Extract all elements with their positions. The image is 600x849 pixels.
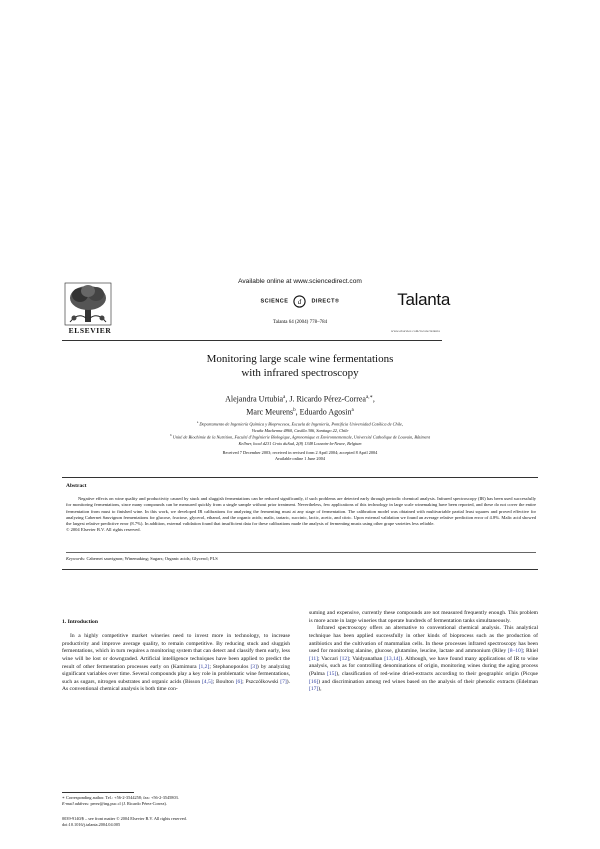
- author-name: Eduardo Agosin: [299, 407, 352, 417]
- journal-title: Talanta: [397, 290, 450, 309]
- abstract-copyright: © 2004 Elsevier B.V. All rights reserved.: [66, 527, 141, 533]
- sciencedirect-left-text: SCIENCE: [260, 298, 289, 305]
- abstract-paragraph: Negative effects on wine quality and productivity caused by stuck and sluggish fermentations can be reduced significantly, if such problems are detected early through periodic chemical analysis. Infrared spectroscopy (IR) has been used successfully for monitoring fermentations, since many compounds can be measured quickly from a single sample without prior treatment. Nevertheless, few applications of this technology in large scale winemaking have been reported, and these do not cover the entire fermentation from must to finished wine. In this work, we developed IR calibrations for analyzing the fermenting must at any stage of fermentation. The calibration model was obtained with multivariable partial least squares and proved effective for analyzing Cabernet Sauvignon fermentations for glucose, fructose, glycerol, ethanol, and the organic acids; malic, tartaric, succinic, lactic, acetic, and citric. Upon external validation we found an average relative prediction error of 4.8%. Malic acid showed the largest relative predictive error (8.7%). In addition, external validation found that insufficient data for these calibrations made the analysis of fermenting musts using other grape varieties less reliable.: [66, 496, 536, 527]
- header-divider: [62, 340, 442, 341]
- abstract-bottom-rule: [62, 569, 538, 570]
- abstract-heading: Abstract: [66, 483, 87, 489]
- text-run: ; Pszczólkowski: [242, 678, 281, 685]
- corresponding-author-note: ∗ Corresponding author. Tel.: +56-2-3544258; fax: +56-2-3545803.: [62, 795, 179, 800]
- left-column: [62, 633, 290, 694]
- affiliation-line: Unité de Biochimie de la Nutrition, Faculté d’Ingénierie Biologique, Agronomique et Environnementale, Université Catholique de Louvain, Bâtiment: [172, 434, 430, 440]
- sciencedirect-right-text: DIRECT®: [311, 298, 340, 305]
- page-footer: [62, 816, 302, 828]
- citation-link[interactable]: [6]: [235, 678, 243, 685]
- text-run: Infrared spectroscopy offers an alternative to conventional chemical analysis. This analytical technique has been applied successfully in other kinds of bioprocess such as the production of antibiotics and the cultivation of mammalian cells. In these processes infrared spectroscopy has been used for monitoring alanine, glucose, glutamine, leucine, lactate and ammonium (Riley: [309, 625, 538, 655]
- citation-link[interactable]: [16]: [309, 678, 319, 685]
- author-sep: ,: [285, 394, 290, 404]
- text-run: ) by analyzing significant variables over time. Several compounds play a key role in problematic wine fermentations, such as sugars, nitrogen substrates and organic acids (Bisson: [62, 663, 290, 685]
- article-history: [100, 450, 500, 463]
- affiliation-sup: a: [196, 420, 199, 424]
- author-sup: a: [351, 407, 354, 413]
- author-sup: b: [293, 407, 296, 413]
- abstract-top-rule: [62, 477, 538, 478]
- footnote-rule: [62, 792, 134, 793]
- text-run: In a highly competitive market wineries need to invest more in technology, to increase productivity and improve average quality, to remain competitive. By reducing stuck and sluggish fermentations, which in turn requires a monitoring system that can detect and classify them early, less wine will be lost or downgraded. Artificial intelligence techniques have been applied to predict the result of other fermentation processes early on (Kamimura: [62, 633, 290, 670]
- citation-link[interactable]: [15]: [327, 671, 337, 677]
- intro-paragraph: [309, 625, 538, 694]
- author-name: Marc Meurens: [246, 407, 294, 417]
- affiliation-line: Departamento de Ingeniería Química y Bioprocesos, Escuela de Ingeniería, Pontificia Universidad Católica de Chile,: [199, 421, 404, 427]
- text-run: ) and discrimination among red wines based on the analysis of their phenolic extracts (Edelman: [318, 678, 538, 685]
- author-sep: ,: [295, 407, 300, 417]
- text-run: ; Stephanopoulos: [209, 663, 251, 670]
- paper-title: [100, 352, 500, 380]
- email-label: E-mail address:: [62, 801, 90, 807]
- text-run: ; Vaccari: [318, 655, 340, 662]
- author-list: [100, 392, 500, 417]
- citation-link[interactable]: [13,14]: [384, 655, 401, 662]
- keywords-label: Keywords:: [66, 556, 86, 561]
- affiliation-line: Kellner, local d231 Croix duSud, 2(8) 1348 Louvain-la-Neuve, Belgium: [238, 440, 362, 446]
- doi-link[interactable]: doi:10.1016/j.talanta.2004.04.005: [62, 822, 121, 828]
- author-name: Alejandra Urtubia: [225, 394, 284, 404]
- intro-paragraph: suming and expensive, currently these compounds are not measured frequently enough. This problem is more acute in large wineries that operate hundreds of fermentation tanks simultaneously.: [309, 610, 538, 624]
- journal-reference: Talanta 64 (2004) 778–784: [272, 320, 328, 325]
- keywords: [66, 556, 536, 562]
- citation-link[interactable]: [17]: [309, 686, 319, 693]
- author-sup: a,∗: [365, 395, 373, 400]
- received-dates: Received 7 December 2003; received in revised form 2 April 2004; accepted 8 April 2004: [222, 450, 378, 455]
- text-run: ). Although, we have found many applications of IR to wine analysis, such as for controlling denominations of origin, monitoring wines during the aging process (Palma: [309, 655, 539, 677]
- citation-link[interactable]: [8–10]: [507, 648, 523, 655]
- title-line: with infrared spectroscopy: [241, 367, 359, 379]
- citation-link[interactable]: [12]: [339, 655, 349, 662]
- citation-link[interactable]: [7]: [280, 678, 287, 685]
- footnote: [62, 795, 302, 807]
- title-line: Monitoring large scale wine fermentations: [206, 353, 394, 365]
- text-run: ), classification of red-wine dried-extracts according to their geographic origin (Picque: [336, 671, 539, 677]
- svg-text:d: d: [298, 297, 302, 306]
- author-sup: a: [283, 395, 286, 400]
- citation-link[interactable]: [3]: [250, 663, 257, 670]
- email-link[interactable]: perez@ing.puc.cl (J. Ricardo Pérez-Correa).: [89, 801, 167, 807]
- text-run: ; Boulton: [212, 678, 236, 685]
- affiliation-line: Vicuña Mackenna 4860, Casilla 306, Santiago 22, Chile: [251, 427, 349, 433]
- right-column: [309, 610, 538, 694]
- journal-url-link[interactable]: www.elsevier.com/locate/talanta: [390, 329, 440, 333]
- available-online-link[interactable]: Available online at www.sciencedirect.com: [238, 278, 362, 285]
- elsevier-tree-logo: [64, 282, 112, 326]
- section-heading: 1. Introduction: [62, 619, 98, 625]
- keywords-rule: [66, 552, 536, 553]
- author-sep: ,: [372, 394, 375, 404]
- text-run: ),: [318, 686, 322, 693]
- available-online-date: Available online 1 June 2004: [274, 456, 326, 462]
- text-run: ; Rhiel: [522, 648, 538, 655]
- text-run: ). As conventional chemical analysis is both time con-: [62, 678, 290, 693]
- author-name: J. Ricardo Pérez-Correa: [289, 394, 366, 404]
- issn-line: 0039-9140/$ – see front matter © 2004 Elsevier B.V. All rights reserved.: [62, 816, 187, 821]
- affiliation-sup: b: [170, 433, 172, 437]
- citation-link[interactable]: [4,5]: [201, 678, 213, 685]
- affiliation: [100, 432, 500, 447]
- text-run: ; Vaidyanathan: [348, 655, 385, 662]
- sciencedirect-at-icon: [293, 295, 306, 308]
- keywords-list: Cabernet sauvignon; Winemaking; Sugars; Organic acids; Glycerol; PLS: [86, 556, 218, 561]
- abstract-body: [66, 496, 536, 534]
- intro-paragraph: [62, 633, 290, 694]
- publisher-name: ELSEVIER: [68, 326, 112, 335]
- citation-link[interactable]: [11]: [309, 655, 319, 662]
- citation-link[interactable]: [1,2]: [198, 663, 210, 670]
